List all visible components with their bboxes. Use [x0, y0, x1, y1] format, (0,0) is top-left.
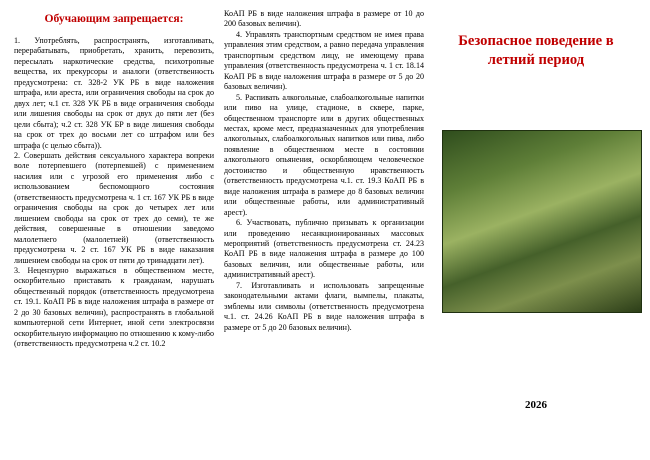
section-heading: Обучающим запрещается: — [44, 12, 184, 25]
rule-item-2: 2. Совершать действия сексуального характера вопреки воле потерпевшего (потерпевшей) с применением насилия или с угрозой его применения либо с использованием беспомощного состояния (ответственность предусмотрена ч. 1 ст. 167 УК РБ в виде ограничения свободы на срок до четырех лет или лишением свободы на срок от трех до семи), те же действия, совершенные в отношении заведомо малолетнего (малолетней) (ответственность предусмотрена ч. 2 ст. 167 УК РБ в виде наказания лишением свободы на срок от пяти до тринадцати лет). — [14, 150, 214, 265]
panel-middle — [224, 9, 424, 333]
rule-item-7: 7. Изготавливать и использовать запрещенные законодательными актами флаги, вымпелы, плакаты, эмблемы или символы (ответственность предусмотрена ч.1. ст. 24.26 КоАП РБ в виде наложения штрафа в размере от 5 до 20 базовых величин). — [224, 280, 424, 332]
rule-item-5: 5. Распивать алкогольные, слабоалкогольные напитки или пиво на улице, стадионе, в сквере, парке, общественном транспорте или в других общественных местах, кроме мест, предназначенных для употребления алкогольных, слабоалкогольных напитков или пива, либо появление в общественном месте в состоянии алкогольного опьянения, оскорбляющем человеческое достоинство и общественную нравственность (ответственность предусмотрена ч.1. ст. 19.3 КоАП РБ в виде наложения штрафа в размере до 8 базовых величин или общественные работы, или административный арест). — [224, 92, 424, 217]
rule-item-1: 1. Употреблять, распространять, изготавливать, перерабатывать, приобретать, хранить, перевозить, пересылать наркотические средства, психотропные вещества, их прекурсоры и аналоги (ответственность предусмотрена: ст. 328-2 УК РБ в виде наложения штрафа, или ареста, или ограничения свободы на срок до двух лет; ч.1 ст. 328 УК РБ в виде ограничения свободы или лишения свободы на срок от двух до пяти лет (без цели сбыта); ч.2 ст. 328 УК БР в виде лишения свободы на срок от трех до восьми лет со штрафом или без штрафа (с целью сбыта)). — [14, 36, 214, 150]
rule-item-3-continued: КоАП РБ в виде наложения штрафа в размере от 10 до 200 базовых величин). — [224, 9, 424, 29]
rule-item-3: 3. Нецензурно выражаться в общественном месте, оскорбительно приставать к гражданам, нарушать общественный порядок (ответственность предусмотрена ст. 19.1. КоАП РБ в виде наложения штрафа в размере от 2 до 30 базовых величин), распространять в глобальной компьютерной сети Интернет, иной сети электросвязи оскорбительную информацию по отношению к кому-либо (ответственность предусмотрена ч.2 ст. 10.2 — [14, 265, 214, 349]
year-label: 2026 — [525, 399, 547, 411]
rule-item-4: 4. Управлять транспортным средством не имея права управления этим средством, а равно передача управления транспортным средством лицу, не имеющему права управления (ответственность предусмотрена ч. 1 ст. 18.14 КоАП РБ в виде наложения штрафа в размере от 5 до 20 базовых величин). — [224, 29, 424, 92]
brochure-title: Безопасное поведение в летний период — [458, 33, 614, 68]
panel-left — [14, 8, 214, 350]
rule-item-6: 6. Участвовать, публично призывать к организации или проведению несанкционированных массовых мероприятий (ответственность предусмотрена ст. 24.23 КоАП РБ в виде наложения штрафа в размере до 100 базовых величин, или общественные работы, или административный арест). — [224, 218, 424, 280]
cover-photo — [442, 130, 642, 313]
